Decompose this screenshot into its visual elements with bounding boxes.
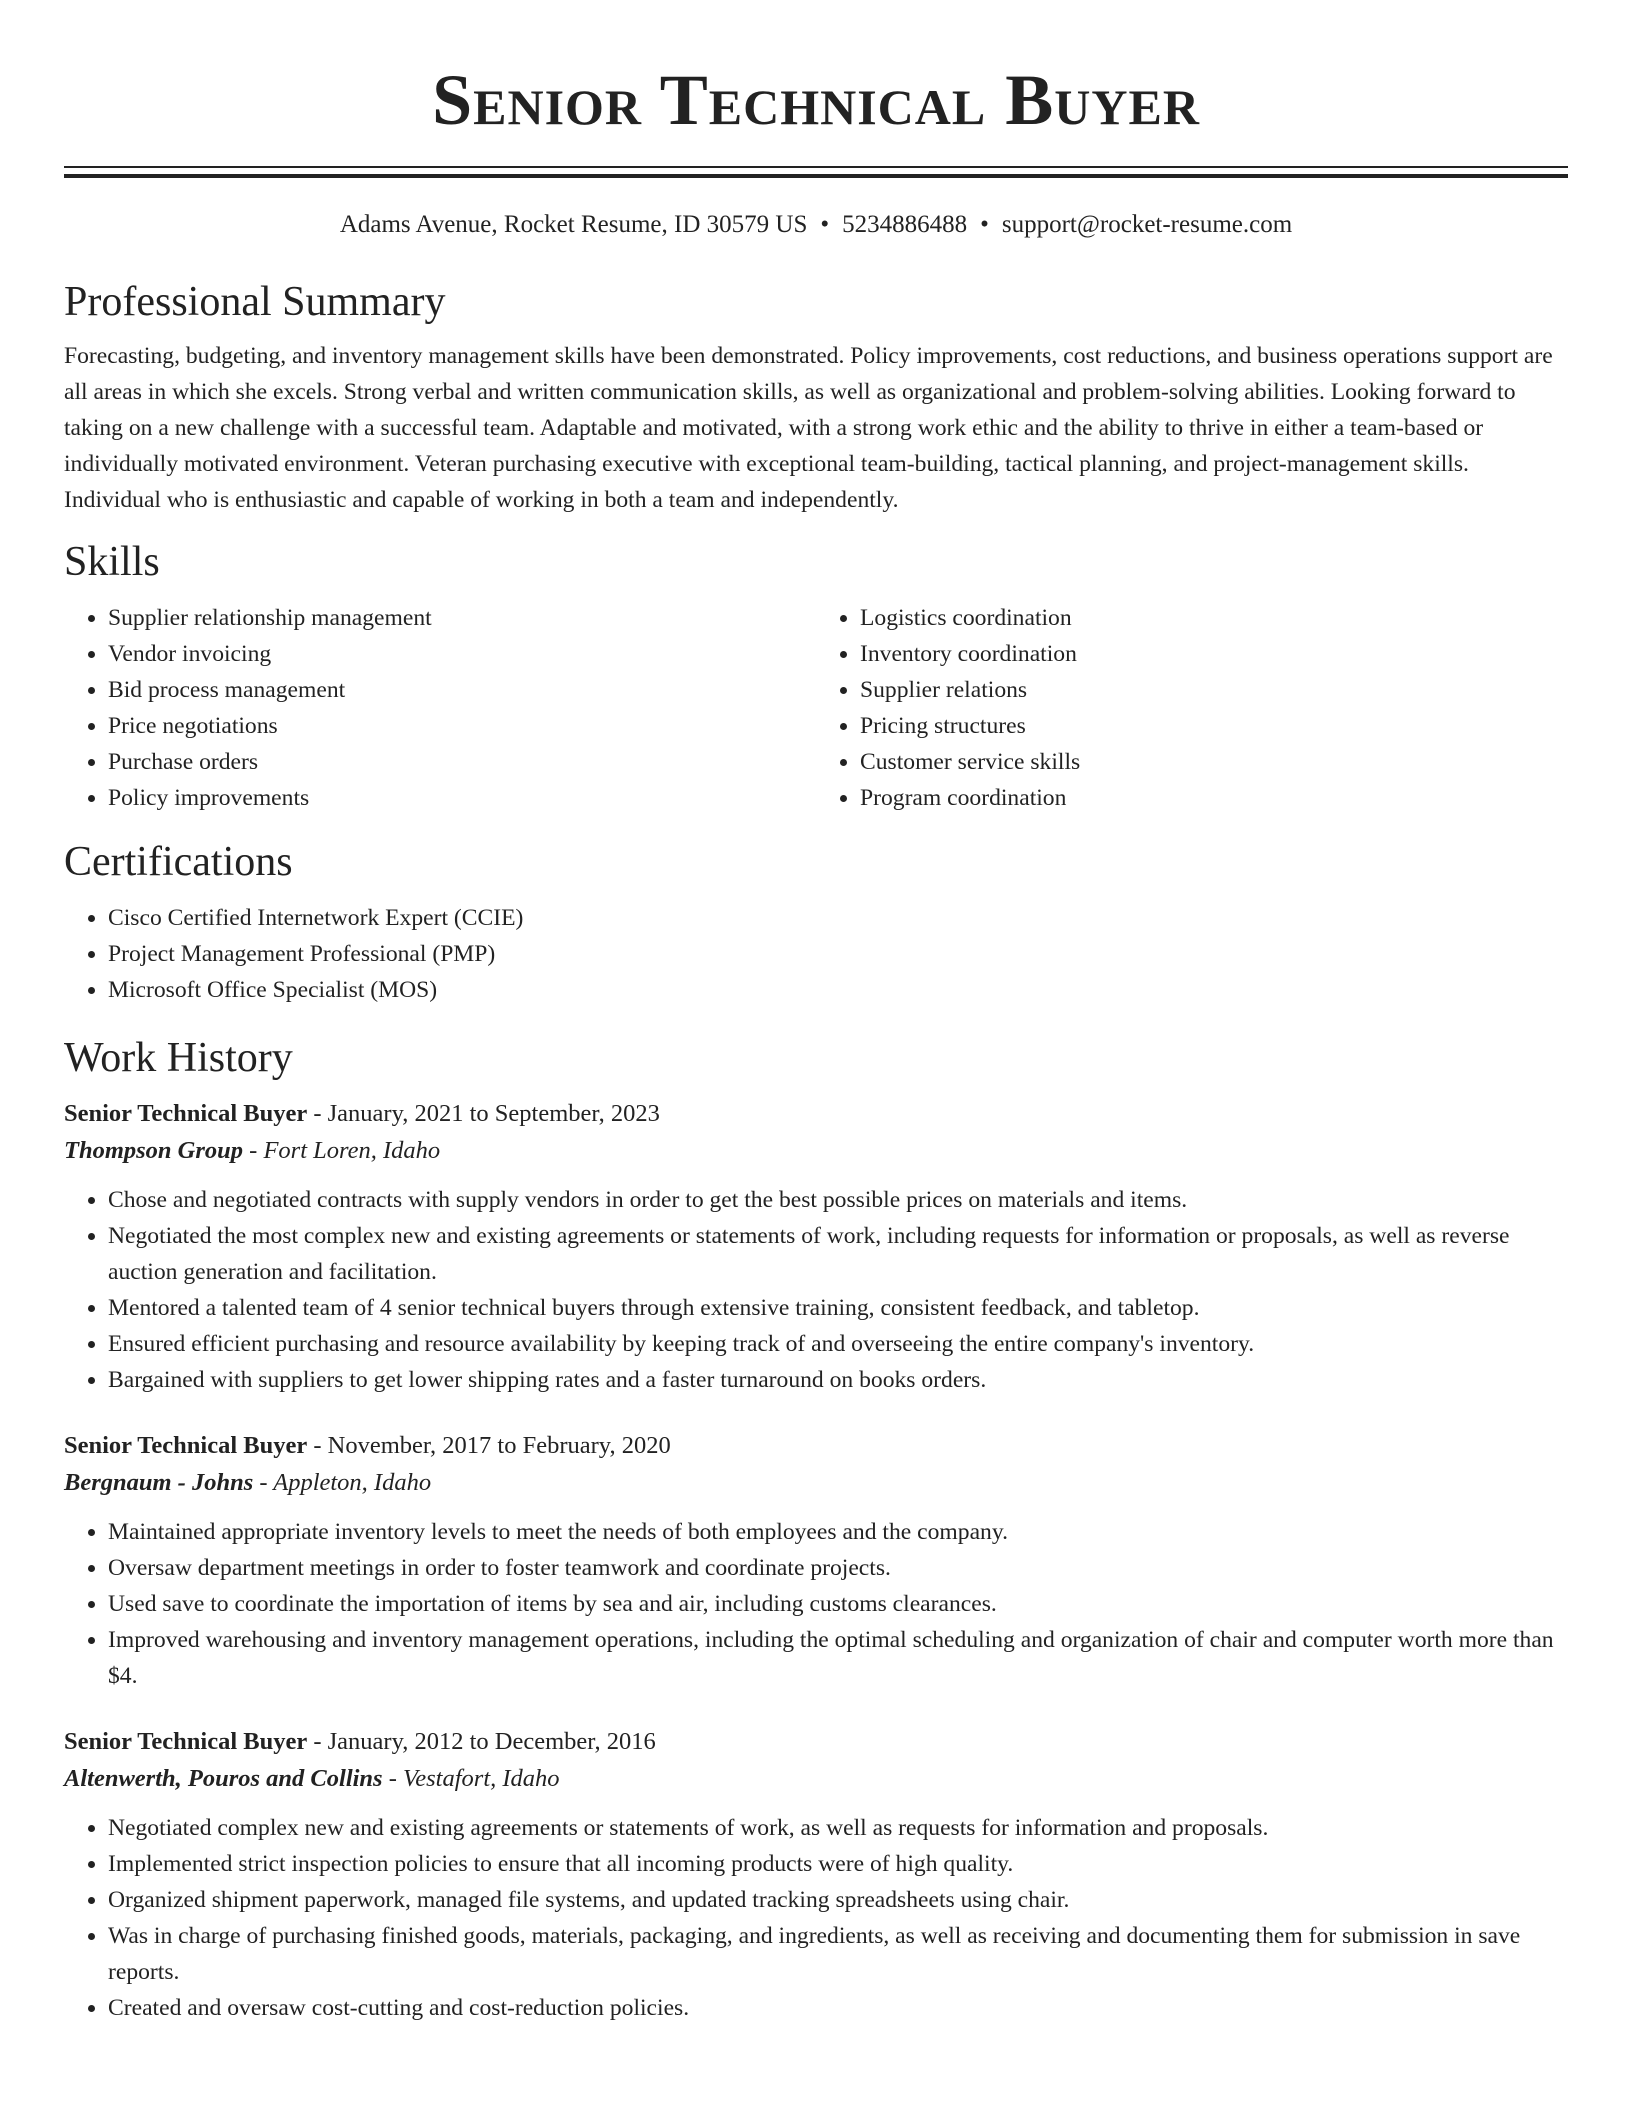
job-role: Senior Technical Buyer [64,1100,308,1127]
job-company-line [64,1464,1568,1502]
job-bullets [64,1810,1568,2026]
job-bullet: • Negotiated the most complex new and existing agreements or statements of work, including requests for information or proposals, as well as reverse auction generation and facilitation. [108,1218,1568,1290]
job-bullet: • Negotiated complex new and existing agreements or statements of work, as well as requests for information and proposals. [108,1810,1568,1846]
skill-item: • Vendor invoicing [108,636,816,672]
job-location: - Vestafort, Idaho [382,1765,560,1792]
job-location: - Appleton, Idaho [253,1469,432,1496]
job-title-line [64,1096,1568,1132]
skill-item: • Logistics coordination [860,600,1568,636]
job-bullet: • Improved warehousing and inventory management operations, including the optimal scheduling and organization of chair and computer worth more than $4. [108,1622,1568,1694]
contact-email: support@rocket-resume.com [1001,211,1293,238]
job-bullets [64,1182,1568,1398]
job-company-line [64,1760,1568,1798]
job-dates: - November, 2017 to February, 2020 [307,1432,671,1459]
job-entry [64,1096,1568,1398]
skills-left-list [64,600,816,816]
contact-line [64,208,1568,242]
skill-item: • Program coordination [860,780,1568,816]
certification-item: • Microsoft Office Specialist (MOS) [108,972,1568,1008]
skill-item: • Customer service skills [860,744,1568,780]
certifications-heading: Certifications [64,839,293,885]
certification-item: • Cisco Certified Internetwork Expert (CCIE) [108,900,1568,936]
skills-heading: Skills [64,539,160,585]
contact-separator: • [820,211,830,238]
skill-item: • Purchase orders [108,744,816,780]
header-divider-thick [64,174,1568,178]
job-location: - Fort Loren, Idaho [243,1137,441,1164]
job-role: Senior Technical Buyer [64,1728,308,1755]
job-bullets [64,1514,1568,1694]
contact-address: Adams Avenue, Rocket Resume, ID 30579 US [339,211,808,238]
skill-item: • Policy improvements [108,780,816,816]
job-bullet: • Implemented strict inspection policies to ensure that all incoming products were of high quality. [108,1846,1568,1882]
skills-grid [64,600,1568,816]
job-bullet: • Maintained appropriate inventory levels to meet the needs of both employees and the company. [108,1514,1568,1550]
job-role: Senior Technical Buyer [64,1432,308,1459]
certifications-list [64,900,1568,1008]
contact-phone: 5234886488 [842,211,968,238]
skills-right-list [816,600,1568,816]
job-company-line [64,1132,1568,1170]
skill-item: • Price negotiations [108,708,816,744]
skill-item: • Inventory coordination [860,636,1568,672]
job-bullet: • Oversaw department meetings in order to foster teamwork and coordinate projects. [108,1550,1568,1586]
job-bullet: • Ensured efficient purchasing and resource availability by keeping track of and overseeing the entire company's inventory. [108,1326,1568,1362]
job-dates: - January, 2021 to September, 2023 [307,1100,660,1127]
summary-text: Forecasting, budgeting, and inventory management skills have been demonstrated. Policy improvements, cost reductions, and business operations support are all areas in which she excels. Strong verbal and written communication skills, as well as organizational and problem-solving abilities. Looking forward to taking on a new challenge with a successful team. Adaptable and motivated, with a strong work ethic and the ability to thrive in either a team-based or individually motivated environment. Veteran purchasing executive with exceptional team-building, tactical planning, and project-management skills. Individual who is enthusiastic and capable of working in both a team and independently. [64,343,1553,513]
job-company: Altenwerth, Pouros and Collins [64,1765,383,1792]
candidate-name: Senior Technical Buyer [432,60,1200,140]
job-bullet: • Organized shipment paperwork, managed file systems, and updated tracking spreadsheets using chair. [108,1882,1568,1918]
resume-page [64,0,1568,2026]
header-divider-thin [64,166,1568,168]
skill-item: • Bid process management [108,672,816,708]
job-company: Thompson Group [64,1137,244,1164]
contact-separator: • [980,211,989,238]
job-company: Bergnaum - Johns [64,1469,254,1496]
job-bullet: • Used save to coordinate the importation of items by sea and air, including customs clearances. [108,1586,1568,1622]
job-entry [64,1428,1568,1694]
skill-item: • Supplier relationship management [108,600,816,636]
job-title-line [64,1428,1568,1464]
summary-heading: Professional Summary [64,279,446,325]
job-bullet: • Mentored a talented team of 4 senior technical buyers through extensive training, consistent feedback, and tabletop. [108,1290,1568,1326]
job-bullet: • Bargained with suppliers to get lower shipping rates and a faster turnaround on books orders. [108,1362,1568,1398]
job-dates: - January, 2012 to December, 2016 [307,1728,656,1755]
work-history-heading: Work History [64,1035,293,1081]
job-bullet: • Created and oversaw cost-cutting and cost-reduction policies. [108,1990,1568,2026]
job-entry [64,1724,1568,2026]
skill-item: • Supplier relations [860,672,1568,708]
job-title-line [64,1724,1568,1760]
certification-item: • Project Management Professional (PMP) [108,936,1568,972]
job-bullet: • Chose and negotiated contracts with supply vendors in order to get the best possible prices on materials and items. [108,1182,1568,1218]
job-bullet: • Was in charge of purchasing finished goods, materials, packaging, and ingredients, as well as receiving and documenting them for submission in save reports. [108,1918,1568,1990]
skill-item: • Pricing structures [860,708,1568,744]
